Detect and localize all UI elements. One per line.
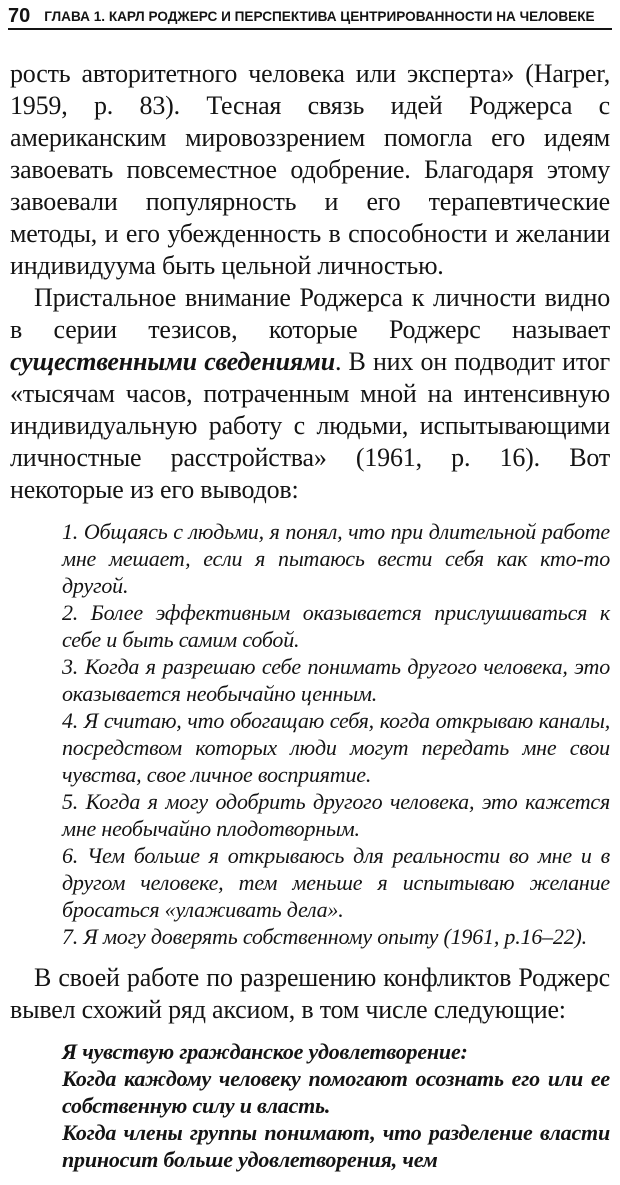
conclusion-item: 2. Более эффективным оказывается прислушиваться к себе и быть самим собой. — [62, 600, 610, 652]
axioms-list — [62, 1038, 610, 1173]
conclusion-item: 7. Я могу доверять собственному опыту (1961, p.16–22). — [62, 924, 587, 949]
page-header — [8, 0, 612, 30]
conclusion-item: 3. Когда я разрешаю себе понимать другого человека, это оказывается необычайно ценным. — [62, 654, 610, 706]
paragraph-3: В своей работе по разрешению конфликтов Роджерс вывел схожий ряд аксиом, в том числе следующие: — [10, 963, 610, 1024]
paragraph-2-end: . В них он подводит итог «тысячам часов, потраченным мной на интенсивную индивидуальную работу с людьми, испытывающими личностные расстройства» (1961, p. 16). Вот некоторые из его выводов: — [10, 347, 610, 504]
conclusions-list — [62, 518, 610, 950]
paragraph-1: рость авторитетного человека или эксперта» (Harper, 1959, p. 83). Тесная связь идей Роджерса с американским мировоззрением помогла его идеям завоевать повсеместное одобрение. Благодаря этому завоевали популярность и его терапевтические методы, и его убежденность в способности и желании индивидуума быть цельной личностью. — [10, 59, 610, 280]
conclusion-item: 6. Чем больше я открываюсь для реальности во мне и в другом человеке, тем меньше я испытываю желание бросаться «улаживать дела». — [62, 843, 610, 922]
running-head: ГЛАВА 1. КАРЛ РОДЖЕРС И ПЕРСПЕКТИВА ЦЕНТРИРОВАННОСТИ НА ЧЕЛОВЕКЕ — [44, 9, 595, 24]
page-number: 70 — [8, 5, 31, 27]
conclusion-item: 1. Общаясь с людьми, я понял, что при длительной работе мне мешает, если я пытаюсь вести себя как кто-то другой. — [62, 519, 610, 598]
page-body — [10, 58, 610, 1185]
conclusion-item: 5. Когда я могу одобрить другого человека, это кажется мне необычайно плодотворным. — [62, 789, 610, 841]
axiom-item: Когда каждому человеку помогают осознать его или ее собственную силу и власть. — [62, 1066, 610, 1118]
paragraph-2-start: Пристальное внимание Роджерса к личности видно в серии тезисов, которые Роджерс называет — [10, 283, 610, 344]
axiom-item: Когда члены группы понимают, что разделение власти приносит больше удовлетворения, чем — [62, 1120, 610, 1172]
paragraph-2 — [10, 282, 610, 506]
conclusion-item: 4. Я считаю, что обогащаю себя, когда открываю каналы, посредством которых люди могут передать мне свои чувства, свое личное восприятие. — [62, 708, 610, 787]
paragraph-2-emphasis: существенными сведениями — [10, 347, 335, 376]
axiom-item: Я чувствую гражданское удовлетворение: — [62, 1039, 468, 1064]
